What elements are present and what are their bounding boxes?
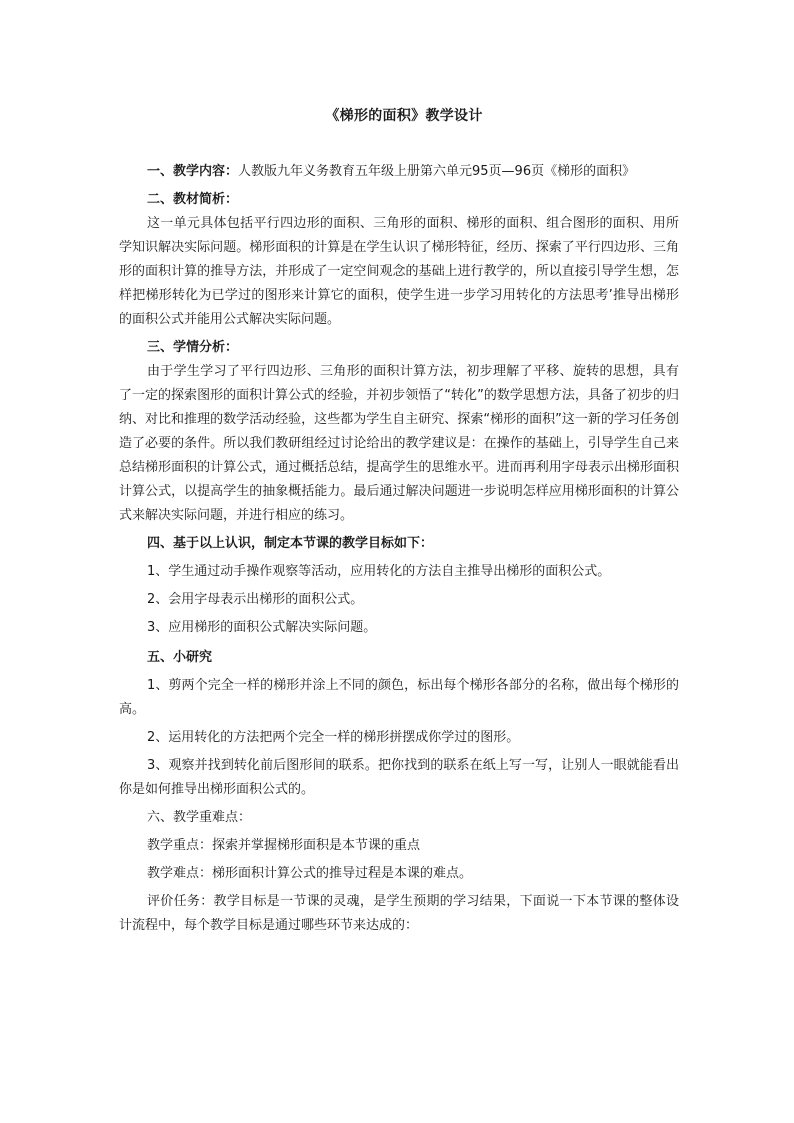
section-teaching-content-label: 一、教学内容： — [147, 164, 239, 179]
goal-item: 1、学生通过动手操作观察等活动，应用转化的方法自主推导出梯形的面积公式。 — [147, 564, 611, 579]
section-study-heading: 五、小研究 — [147, 650, 213, 665]
study-item: 3、观察并找到转化前后图形间的联系。把你找到的联系在纸上写一写，让别人一眼就能看出你是如何推导出梯形面积公式的。 — [119, 758, 679, 797]
document-body — [119, 160, 679, 938]
section-student-heading: 三、学情分析： — [147, 340, 239, 355]
document-title: 《梯形的面积》教学设计 — [325, 108, 483, 124]
section-goals-heading: 四、基于以上认识，制定本节课的教学目标如下： — [147, 536, 434, 551]
study-item: 1、剪两个完全一样的梯形并涂上不同的颜色，标出每个梯形各部分的名称，做出每个梯形的高。 — [119, 678, 679, 717]
section-material-heading: 二、教材简析： — [147, 192, 239, 207]
goal-item: 2、会用字母表示出梯形的面积公式。 — [147, 592, 364, 607]
difficult-point: 教学难点：梯形面积计算公式的推导过程是本课的难点。 — [147, 866, 473, 881]
evaluation-task: 评价任务：教学目标是一节课的灵魂，是学生预期的学习结果，下面说一下本节课的整体设计流程中，每个教学目标是通过哪些环节来达成的： — [119, 894, 679, 933]
study-item: 2、运用转化的方法把两个完全一样的梯形拼摆成你学过的图形。 — [147, 730, 520, 745]
section-student-paragraph: 由于学生学习了平行四边形、三角形的面积计算方法，初步理解了平移、旋转的思想，具有了一定的探索图形的面积计算公式的经验，并初步领悟了“转化”的数学思想方法，具备了初步的归纳、对比和推理的数学活动经验，这些都为学生自主研究、探索“梯形的面积”这一新的学习任务创造了必要的条件。所以我们教研组经过讨论给出的教学建议是：在操作的基础上，引导学生自己来总结梯形面积的计算公式，通过概括总结，提高学生的思维水平。进而再利用字母表示出梯形面积计算公式，以提高学生的抽象概括能力。最后通过解决问题进一步说明怎样应用梯形面积的计算公式来解决实际问题，并进行相应的练习。 — [119, 364, 679, 523]
section-material-paragraph: 这一单元具体包括平行四边形的面积、三角形的面积、梯形的面积、组合图形的面积、用所学知识解决实际问题。梯形面积的计算是在学生认识了梯形特征，经历、探索了平行四边形、三角形的面积计算的推导方法，并形成了一定空间观念的基础上进行教学的，所以直接引导学生想，怎样把梯形转化为已学过的图形来计算它的面积，使学生进一步学习用转化的方法思考’推导出梯形的面积公式并能用公式解决实际问题。 — [119, 216, 679, 327]
goal-item: 3、应用梯形的面积公式解决实际问题。 — [147, 620, 377, 635]
section-teaching-content-text: 人教版九年义务教育五年级上册第六单元95页—96页《梯形的面积》 — [238, 164, 636, 179]
section-teaching-content — [119, 160, 679, 184]
section-key-difficult-heading: 六、教学重难点： — [147, 810, 252, 825]
key-point: 教学重点：探索并掌握梯形面积是本节课的重点 — [147, 838, 421, 853]
